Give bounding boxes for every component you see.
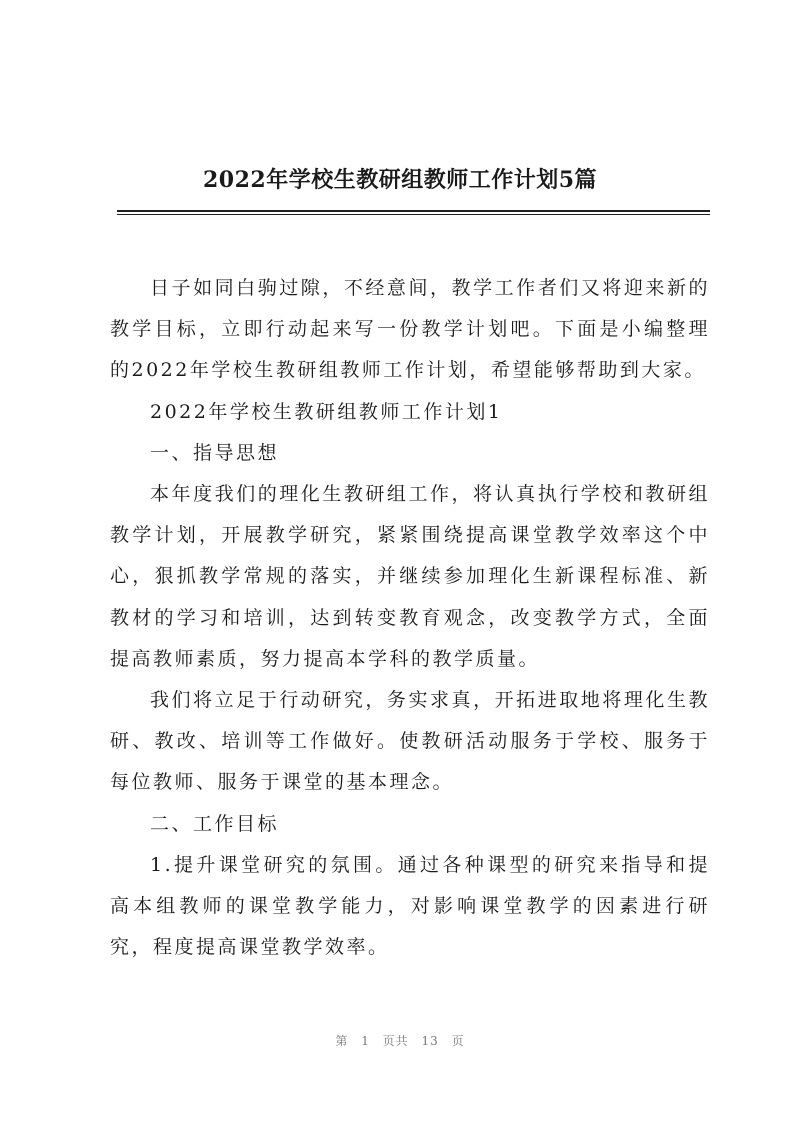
guiding-ideas-paragraph: 本年度我们的理化生教研组工作，将认真执行学校和教研组教学计划，开展教学研究，紧紧围绕提高课堂教学效率这个中心，狠抓教学常规的落实，并继续参加理化生新课程标准、新教材的学习和培训，达到转变教育观念，改变教学方式，全面提高教师素质，努力提高本学科的教学质量。 [110,483,710,670]
document-title: 2022年学校生教研组教师工作计划5篇 [202,167,598,193]
title-divider [117,210,710,212]
goal-1-paragraph: 1.提升课堂研究的氛围。通过各种课型的研究来指导和提高本组教师的课堂教学能力，对影响课堂教学的因素进行研究，程度提高课堂教学效率。 [110,853,710,959]
action-research-paragraph: 我们将立足于行动研究，务实求真，开拓进取地将理化生教研、教改、培训等工作做好。使教研活动服务于学校、服务于每位教师、服务于课堂的基本理念。 [110,689,710,794]
title-divider-thin [117,214,710,215]
intro-paragraph: 日子如同白驹过隙，不经意间，教学工作者们又将迎来新的教学目标，立即行动起来写一份教学计划吧。下面是小编整理的2022年学校生教研组教师工作计划，希望能够帮助到大家。 [110,277,710,382]
heading-guiding-ideas: 一、指导思想 [150,441,280,464]
page-number-footer: 第 1 页共 13 页 [335,1034,465,1048]
document-body [110,268,710,968]
section-title: 2022年学校生教研组教师工作计划1 [150,400,503,423]
heading-work-goals: 二、工作目标 [150,812,280,835]
